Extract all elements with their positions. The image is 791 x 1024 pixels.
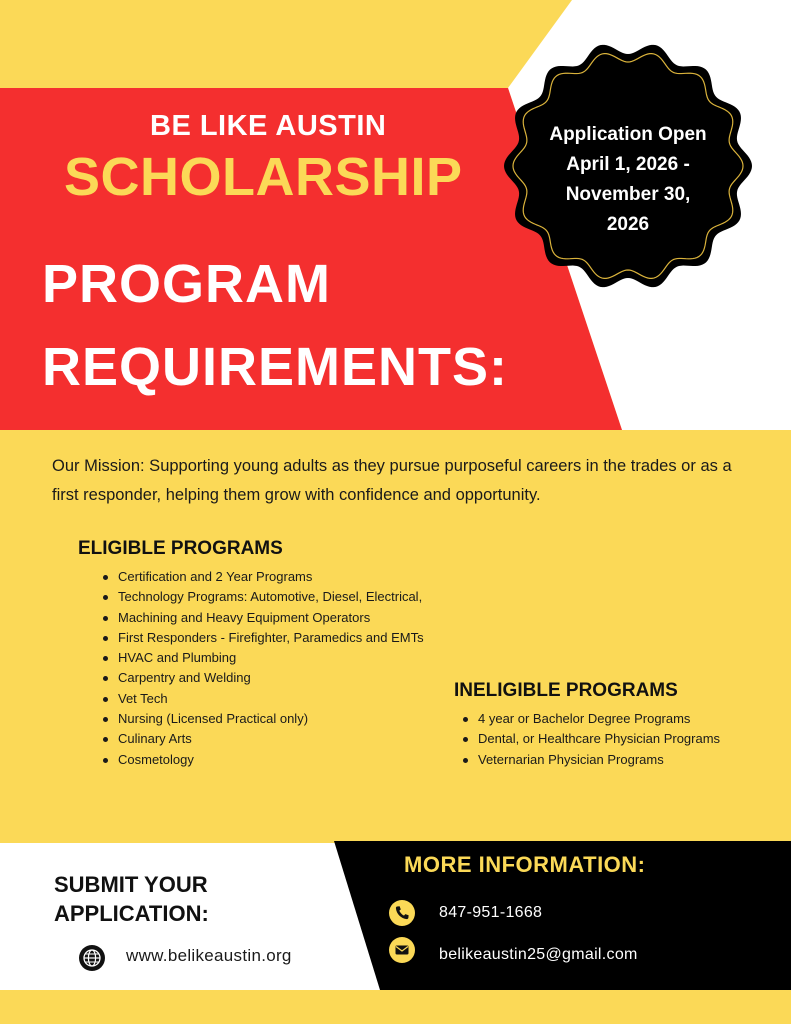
badge-line-2: April 1, 2026 - xyxy=(566,154,690,175)
header-line-program: PROGRAM xyxy=(42,254,331,314)
list-item: First Responders - Firefighter, Paramedics and EMTs xyxy=(100,628,470,648)
list-item: Culinary Arts xyxy=(100,729,470,749)
envelope-icon xyxy=(388,936,416,964)
list-item: Certification and 2 Year Programs xyxy=(100,567,470,587)
badge-line-4: 2026 xyxy=(606,214,650,235)
phone-number-link[interactable]: 847-951-1668 xyxy=(439,904,543,921)
list-item: Carpentry and Welding xyxy=(100,668,470,688)
header-line-requirements: REQUIREMENTS: xyxy=(42,337,509,397)
list-item: Cosmetology xyxy=(100,750,470,770)
eligible-programs-heading: ELIGIBLE PROGRAMS xyxy=(78,538,283,559)
submit-application-heading xyxy=(54,870,209,928)
mission-statement: Our Mission: Supporting young adults as they pursue purposeful careers in the trades or as a first responder, helping them grow with confidence and opportunity. xyxy=(52,457,732,504)
globe-icon xyxy=(78,944,106,972)
list-item: Technology Programs: Automotive, Diesel, Electrical, xyxy=(100,587,470,607)
list-item: Nursing (Licensed Practical only) xyxy=(100,709,470,729)
ineligible-programs-list xyxy=(460,709,780,770)
list-item: 4 year or Bachelor Degree Programs xyxy=(460,709,780,729)
eligible-programs-list xyxy=(100,567,470,770)
list-item: Dental, or Healthcare Physician Programs xyxy=(460,729,780,749)
phone-icon xyxy=(388,899,416,927)
list-item: Machining and Heavy Equipment Operators xyxy=(100,608,470,628)
list-item: Veternarian Physician Programs xyxy=(460,750,780,770)
list-item: Vet Tech xyxy=(100,689,470,709)
submit-line-1: SUBMIT YOUR xyxy=(54,872,208,897)
header-line-be-like-austin: BE LIKE AUSTIN xyxy=(150,110,387,142)
ineligible-programs-heading: INELIGIBLE PROGRAMS xyxy=(454,680,678,701)
email-link[interactable]: belikeaustin25@gmail.com xyxy=(439,946,638,963)
more-information-heading: MORE INFORMATION: xyxy=(404,852,646,877)
website-link[interactable]: www.belikeaustin.org xyxy=(126,946,292,965)
header-line-scholarship: SCHOLARSHIP xyxy=(64,147,463,207)
submit-line-2: APPLICATION: xyxy=(54,901,209,926)
application-dates-badge xyxy=(528,120,728,240)
list-item: HVAC and Plumbing xyxy=(100,648,470,668)
badge-line-3: November 30, xyxy=(565,184,691,205)
badge-line-1: Application Open xyxy=(549,124,707,145)
